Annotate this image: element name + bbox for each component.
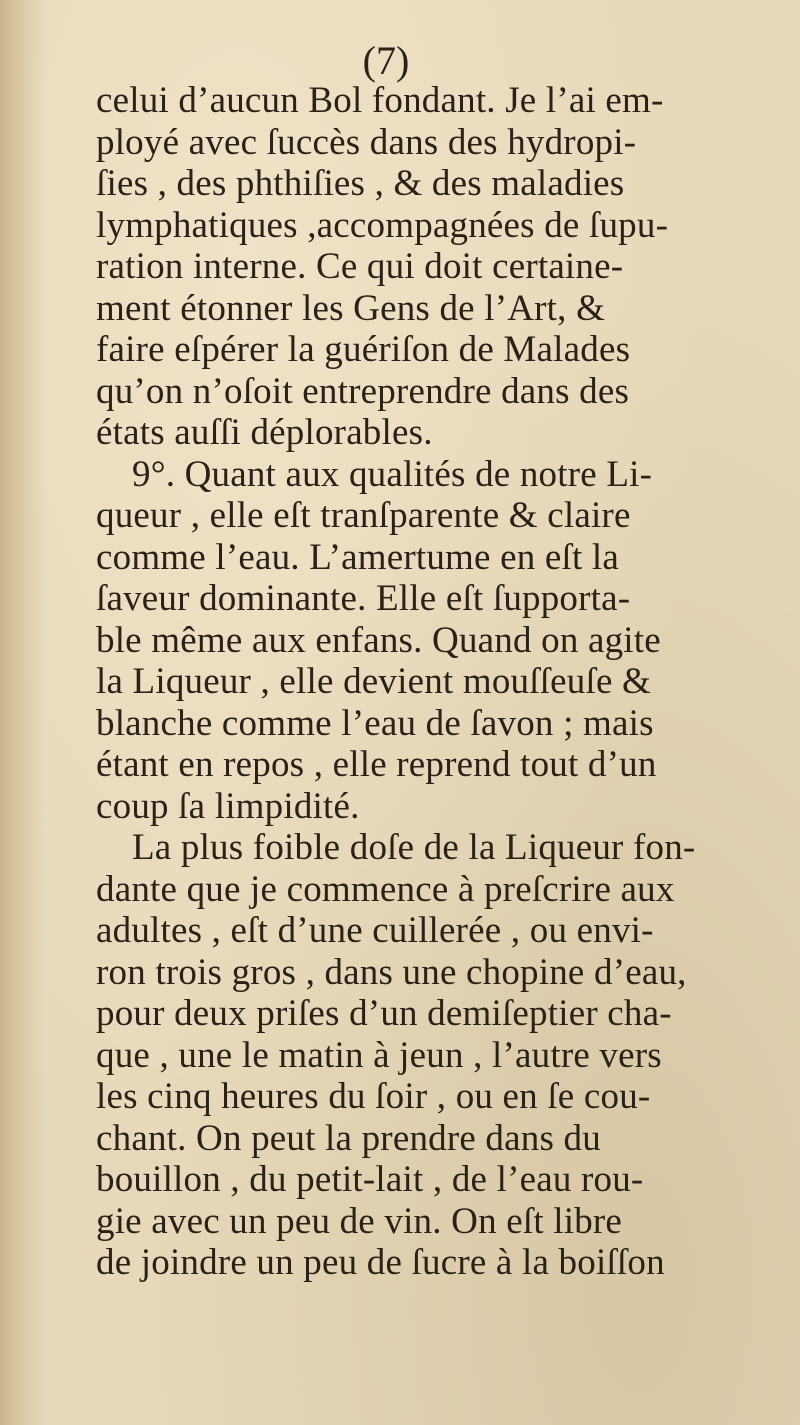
text-line: ble même aux enfans. Quand on agite <box>96 619 661 661</box>
text-line: queur , elle eſt tranſparente & claire <box>96 495 631 536</box>
text-line: qu’on n’oſoit entreprendre dans des <box>96 370 630 412</box>
text-line: que , une le matin à jeun , l’autre vers <box>96 1034 662 1076</box>
text-line: ſaveur dominante. Elle eſt ſupporta- <box>96 578 631 619</box>
body-text <box>96 80 776 1284</box>
page-number: (7) <box>362 38 410 83</box>
text-line: bouillon , du petit-lait , de l’eau rou- <box>96 1159 644 1200</box>
text-line: faire eſpérer la guériſon de Malades <box>96 329 631 370</box>
text-line: états auſſi déplorables. <box>96 412 433 453</box>
text-line: chant. On peut la prendre dans du <box>96 1117 601 1159</box>
text-line: étant en repos , elle reprend tout d’un <box>96 744 657 785</box>
text-line: dante que je commence à preſcrire aux <box>96 868 675 910</box>
text-line: ployé avec ſuccès dans des hydropi- <box>96 121 637 163</box>
text-line: la Liqueur , elle devient mouſſeuſe & <box>96 661 652 702</box>
text-line: de joindre un peu de ſucre à la boiſſon <box>96 1242 665 1283</box>
text-line: ſies , des phthiſies , & des maladies <box>96 163 625 204</box>
paragraph-start-line: La plus foible doſe de la Liqueur fon- <box>132 827 696 868</box>
text-line: ration interne. Ce qui doit certaine- <box>96 246 624 287</box>
text-line: blanche comme l’eau de ſavon ; mais <box>96 702 654 744</box>
text-line: gie avec un peu de vin. On eſt libre <box>96 1200 623 1242</box>
text-line: pour deux priſes d’un demiſeptier cha- <box>96 993 672 1034</box>
text-line: adultes , eſt d’une cuillerée , ou envi- <box>96 910 654 951</box>
text-line: celui d’aucun Bol fondant. Je l’ai em- <box>96 80 664 121</box>
text-line: ron trois gros , dans une chopine d’eau, <box>96 951 687 993</box>
text-line: ment étonner les Gens de l’Art, & <box>96 287 606 329</box>
paragraph-start-line: 9°. Quant aux qualités de notre Li- <box>132 453 653 495</box>
text-line: lymphatiques ,accompagnées de ſupu- <box>96 204 669 246</box>
text-line: les cinq heures du ſoir , ou en ſe cou- <box>96 1076 651 1117</box>
page-binding-edge <box>0 0 46 1425</box>
text-line: comme l’eau. L’amertume en eſt la <box>96 536 620 578</box>
text-line: coup ſa limpidité. <box>96 785 360 827</box>
